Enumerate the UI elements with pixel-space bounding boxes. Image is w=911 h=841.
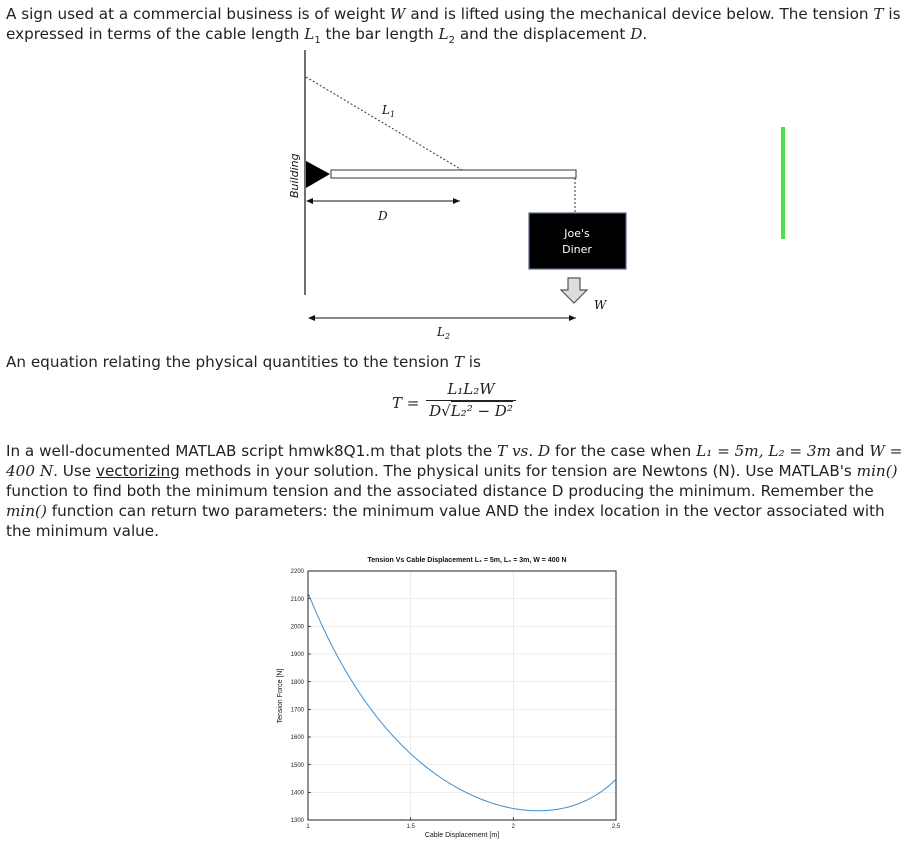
y-tick-label: 1500 — [290, 762, 304, 769]
hinge-pivot — [306, 161, 330, 188]
y-axis-label: Tension Force [N] — [277, 668, 284, 724]
sign-text-line1: Joe's — [564, 227, 590, 240]
statement-text: and the displacement — [455, 25, 631, 43]
equation-fraction — [426, 380, 516, 421]
statement-text: and is lifted using the mechanical device below. The tension — [405, 5, 874, 23]
y-tick-label: 1400 — [290, 790, 304, 797]
task-text: function to find both the minimum tension and the associated distance D producing the minimum. Remember the — [6, 482, 874, 500]
mechanical-diagram — [0, 40, 700, 350]
task-math: T vs. D — [497, 442, 551, 460]
down-arrow-icon — [561, 278, 587, 303]
tick-layer — [291, 569, 621, 830]
cable-length-label: $L_1$ — [382, 103, 396, 119]
sqrt-symbol: √ — [441, 402, 451, 420]
task-math: 400 N — [6, 462, 54, 480]
task-underlined: vectorizing — [95, 462, 180, 480]
task-text: In a well-documented MATLAB script hmwk8Q1.m that plots the — [6, 442, 498, 460]
tension-chart — [270, 550, 640, 840]
equation-intro — [6, 352, 481, 372]
equation-lhs: T = — [392, 394, 420, 412]
task-text: function can return two parameters: the minimum value AND the index location in the vector associated with the minimum value. — [6, 502, 885, 540]
x-axis-label: Cable Displacement [m] — [424, 832, 500, 839]
displacement-label: D — [378, 209, 388, 223]
symbol-l2: L — [438, 25, 449, 43]
grid-layer — [308, 571, 616, 820]
bar-length-label: $L_2$ — [437, 325, 451, 341]
sign-text-line2: Diner — [562, 243, 592, 256]
y-tick-label: 1700 — [290, 707, 304, 714]
task-math: min() — [6, 502, 47, 520]
cable-line — [306, 77, 462, 170]
symbol-d: D — [630, 25, 643, 43]
equation-numerator: L₁L₂W — [447, 380, 495, 398]
y-tick-label: 2000 — [290, 624, 304, 631]
symbol-t: T — [873, 5, 884, 23]
intro-text: An equation relating the physical quantities to the tension — [6, 353, 454, 371]
weight-label: W — [594, 298, 607, 312]
building-label: Building — [288, 153, 301, 198]
equation-denominator — [426, 401, 516, 421]
task-statement — [6, 441, 906, 541]
y-tick-label: 1900 — [290, 652, 304, 659]
y-tick-label: 2100 — [290, 596, 304, 603]
y-tick-label: 1300 — [290, 818, 304, 825]
intro-tail: is — [463, 353, 481, 371]
denominator-d: D — [429, 402, 442, 420]
task-text: . Use — [53, 462, 96, 480]
green-marker — [781, 127, 785, 239]
denominator-radicand: L₂² − D² — [450, 402, 513, 420]
symbol-w: W — [389, 5, 406, 23]
statement-text: the bar length — [320, 25, 439, 43]
symbol-t: T — [453, 353, 464, 371]
statement-text: A sign used at a commercial business is of weight — [6, 5, 390, 23]
y-tick-label: 2200 — [290, 569, 304, 576]
chart-title: Tension Vs Cable Displacement L₁ = 5m, L₂ = 3m, W = 400 N — [367, 557, 567, 564]
symbol-l1: L — [304, 25, 315, 43]
tension-curve — [308, 593, 616, 811]
joes-diner-sign — [529, 213, 626, 269]
horizontal-bar — [331, 170, 576, 178]
statement-text: is expressed in terms of the cable length — [6, 5, 901, 43]
task-math: min() — [856, 462, 898, 480]
x-tick-label: 2.5 — [611, 824, 621, 830]
statement-text: . — [642, 25, 648, 43]
task-math: L₁ = 5m, L₂ = 3m — [696, 442, 831, 460]
x-tick-label: 1.5 — [406, 824, 415, 830]
y-tick-label: 1800 — [290, 679, 304, 686]
subscript-1: 1 — [314, 35, 321, 47]
task-text: for the case when — [550, 442, 697, 460]
task-text: and — [830, 442, 870, 460]
task-text: methods in your solution. The physical units for tension are Newtons (N). Use MATLAB's — [179, 462, 857, 480]
x-tick-label: 2 — [511, 824, 516, 830]
task-math: W = — [869, 442, 903, 460]
x-tick-label: 1 — [306, 824, 310, 830]
subscript-2: 2 — [448, 35, 456, 47]
y-tick-label: 1600 — [290, 735, 304, 742]
plot-frame — [308, 571, 616, 820]
